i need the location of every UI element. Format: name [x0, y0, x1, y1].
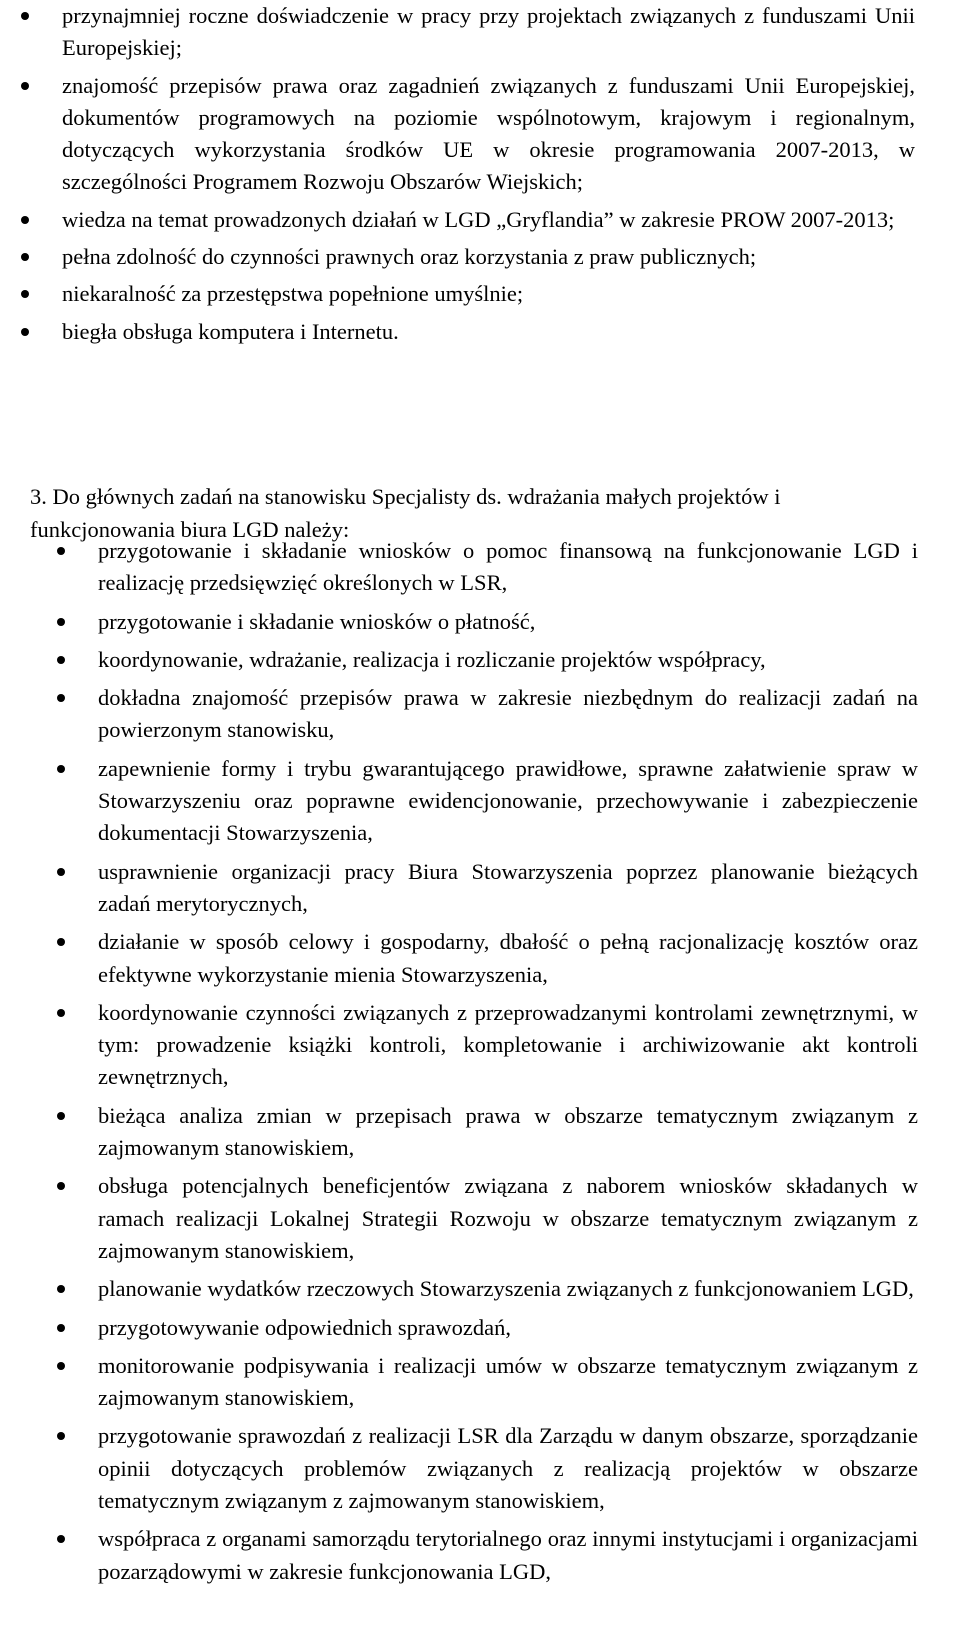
list-item-text: pełna zdolność do czynności prawnych oraz korzystania z praw publicznych;: [62, 244, 757, 270]
list-item-text: przygotowanie i składanie wniosków o pomoc finansową na funkcjonowanie LGD i realizację przedsięwzięć określonych w LSR,: [98, 538, 918, 596]
list-item-text: biegła obsługa komputera i Internetu.: [62, 318, 399, 344]
list-item-text: przynajmniej roczne doświadczenie w pracy przy projektach związanych z funduszami Unii Europejskiej;: [62, 3, 915, 61]
list-item-text: bieżąca analiza zmian w przepisach prawa w obszarze tematycznym związanym z zajmowanym stanowiskiem,: [98, 1102, 918, 1161]
list-item: [0, 997, 960, 1094]
bullet-icon: [57, 1362, 65, 1370]
list-item-text: monitorowanie podpisywania i realizacji umów w obszarze tematycznym związanym z zajmowanym stanowiskiem,: [98, 1352, 918, 1411]
list-item: [0, 682, 960, 747]
bullet-icon: [57, 938, 65, 946]
bullet-icon: [57, 1432, 65, 1440]
list-item-text: przygotowanie i składanie wniosków o płatność,: [98, 608, 536, 634]
bullet-icon: [57, 1182, 65, 1190]
bullet-icon: [21, 290, 29, 298]
list-item: [0, 606, 960, 638]
list-item-text: planowanie wydatków rzeczowych Stowarzyszenia związanych z funkcjonowaniem LGD,: [98, 1276, 914, 1302]
bullet-icon: [21, 12, 29, 20]
bullet-icon: [57, 868, 65, 876]
list-item: [0, 278, 960, 310]
list-item: [0, 1273, 960, 1305]
duties-list: [0, 535, 960, 1594]
list-item: [0, 1420, 960, 1517]
list-item: [0, 316, 960, 348]
bullet-icon: [57, 1535, 65, 1543]
list-item: [0, 1350, 960, 1415]
bullet-icon: [57, 1112, 65, 1120]
list-item-text: przygotowywanie odpowiednich sprawozdań,: [98, 1314, 512, 1340]
list-item: [0, 1312, 960, 1344]
list-item: [0, 1523, 960, 1588]
bullet-icon: [21, 328, 29, 336]
bullet-icon: [57, 765, 65, 773]
list-item: [0, 644, 960, 676]
bullet-icon: [21, 82, 29, 90]
list-item-text: usprawnienie organizacji pracy Biura Stowarzyszenia poprzez planowanie bieżących zadań merytorycznych,: [98, 858, 918, 916]
list-item-text: zapewnienie formy i trybu gwarantującego prawidłowe, sprawne załatwienie spraw w Stowarzyszeniu oraz poprawne ewidencjonowanie, przechowywanie i zabezpieczenie dokumentacji Stowarzyszenia,: [98, 755, 918, 846]
list-item: [0, 535, 960, 600]
list-item: [0, 204, 960, 236]
list-item-text: koordynowanie czynności związanych z przeprowadzanymi kontrolami zewnętrznymi, w tym: prowadzenie książki kontroli, kompletowanie i archiwizowanie akt kontroli zewnętrznych,: [98, 999, 918, 1090]
list-item-text: działanie w sposób celowy i gospodarny, dbałość o pełną racjonalizację kosztów oraz efektywne wykorzystanie mienia Stowarzyszenia,: [98, 929, 918, 987]
list-item: [0, 1170, 960, 1267]
list-item-text: dokładna znajomość przepisów prawa w zakresie niezbędnym do realizacji zadań na powierzonym stanowisku,: [98, 685, 918, 743]
list-item: [0, 0, 960, 65]
list-item-text: obsługa potencjalnych beneficjentów związana z naborem wniosków składanych w ramach realizacji Lokalnej Strategii Rozwoju w obszarze tematycznym związanym z zajmowanym stanowiskiem,: [98, 1173, 918, 1263]
list-item-text: współpraca z organami samorządu terytorialnego oraz innymi instytucjami i organizacjami pozarządowymi w zakresie funkcjonowania LGD,: [98, 1526, 918, 1584]
bullet-icon: [21, 253, 29, 261]
list-item-text: przygotowanie sprawozdań z realizacji LSR dla Zarządu w danym obszarze, sporządzanie opinii dotyczących problemów związanych z realizacją projektów w obszarze tematycznym związanym z zajmowanym stanowiskiem,: [98, 1423, 918, 1514]
list-item: [0, 70, 960, 199]
bullet-icon: [57, 1324, 65, 1332]
section-heading: 3. Do głównych zadań na stanowisku Specjalisty ds. wdrażania małych projektów i funkcjonowania biura LGD należy:: [30, 484, 781, 542]
bullet-icon: [21, 216, 29, 224]
list-item: [0, 856, 960, 921]
bullet-icon: [57, 656, 65, 664]
list-item-text: znajomość przepisów prawa oraz zagadnień związanych z funduszami Unii Europejskiej, dokumentów programowych na poziomie wspólnotowym, krajowym i regionalnym, dotyczących wykorzystania środków UE w okresie programowania 2007-2013, w szczególności Programem Rozwoju Obszarów Wiejskich;: [62, 72, 915, 195]
list-item-text: niekaralność za przestępstwa popełnione umyślnie;: [62, 281, 524, 307]
bullet-icon: [57, 1009, 65, 1017]
list-item-text: wiedza na temat prowadzonych działań w LGD „Gryflandia” w zakresie PROW 2007-2013;: [62, 206, 895, 232]
list-item: [0, 241, 960, 273]
bullet-icon: [57, 694, 65, 702]
bullet-icon: [57, 547, 65, 555]
bullet-icon: [57, 618, 65, 626]
requirements-list: [0, 0, 960, 353]
list-item: [0, 753, 960, 850]
list-item: [0, 1100, 960, 1165]
list-item: [0, 926, 960, 991]
list-item-text: koordynowanie, wdrażanie, realizacja i rozliczanie projektów współpracy,: [98, 646, 766, 672]
bullet-icon: [57, 1285, 65, 1293]
